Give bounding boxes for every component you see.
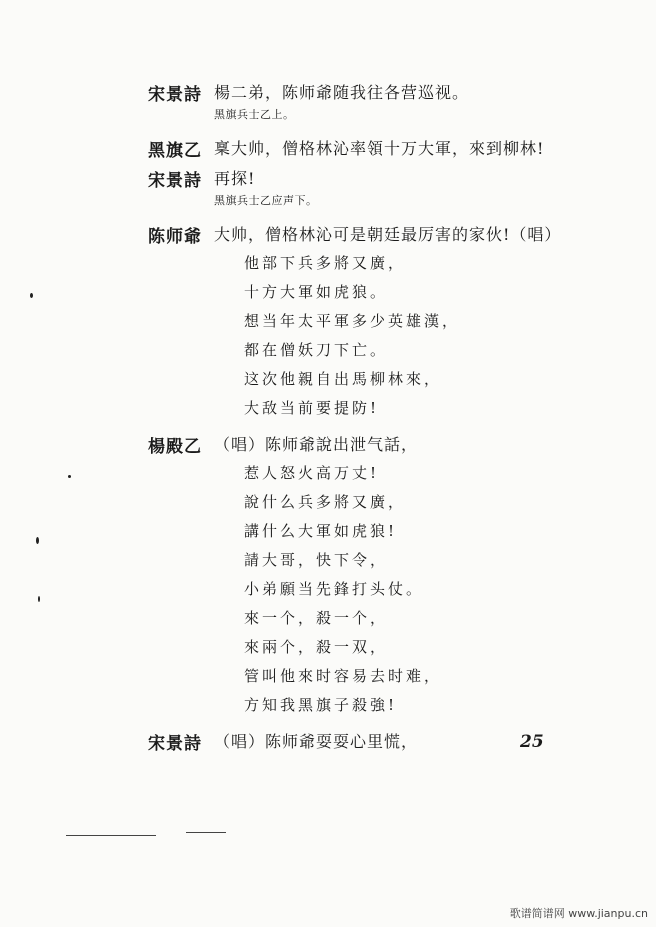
song-line: 來兩个，殺一双， bbox=[244, 638, 389, 656]
scan-mark bbox=[66, 835, 156, 836]
dialogue-text: 稟大帅，僧格林沁率領十万大軍，來到柳林! bbox=[214, 139, 545, 158]
watermark: 歌谱简谱网 www.jianpu.cn bbox=[509, 907, 648, 920]
song-line: 講什么大軍如虎狼! bbox=[244, 522, 398, 540]
song-line: 請大哥，快下令， bbox=[244, 551, 389, 569]
song-line: 惹人怒火高万丈! bbox=[244, 464, 380, 482]
song-line: 大敌当前要提防! bbox=[244, 399, 380, 417]
song-line: 这次他親自出馬柳林來， bbox=[244, 370, 443, 388]
song-line: 都在僧妖刀下亡。 bbox=[244, 341, 389, 359]
song-line: 說什么兵多將又廣， bbox=[244, 493, 407, 511]
scan-speck bbox=[38, 596, 40, 602]
dialogue-text: 再探! bbox=[214, 169, 256, 188]
stage-direction: 黑旗兵士乙上。 bbox=[214, 108, 295, 121]
dialogue-text: 楊二弟，陈师爺随我往各营巡视。 bbox=[214, 83, 470, 102]
song-line: 來一个，殺一个， bbox=[244, 609, 389, 627]
song-line: 方知我黑旗子殺強! bbox=[244, 696, 398, 714]
speaker-name: 宋景詩 bbox=[148, 734, 202, 754]
song-line: 小弟願当先鋒打头仗。 bbox=[244, 580, 425, 598]
speaker-name: 陈师爺 bbox=[148, 227, 202, 247]
song-line: 管叫他來时容易去时难， bbox=[244, 667, 443, 685]
dialogue-text: （唱）陈师爺耍耍心里慌， bbox=[214, 732, 419, 751]
scan-speck bbox=[36, 537, 39, 544]
dialogue-text: 大帅，僧格林沁可是朝廷最厉害的家伙!（唱） bbox=[214, 225, 562, 244]
scan-speck bbox=[30, 293, 33, 298]
song-line: 十方大軍如虎狼。 bbox=[244, 283, 389, 301]
scan-mark bbox=[186, 832, 226, 833]
dialogue-text: （唱）陈师爺說出泄气話， bbox=[214, 435, 419, 454]
speaker-name: 宋景詩 bbox=[148, 85, 202, 105]
speaker-name: 楊殿乙 bbox=[148, 437, 202, 457]
speaker-name: 宋景詩 bbox=[148, 171, 202, 191]
speaker-name: 黑旗乙 bbox=[148, 141, 202, 161]
scan-speck bbox=[68, 475, 71, 478]
song-line: 他部下兵多將又廣， bbox=[244, 254, 407, 272]
page-number: 25 bbox=[520, 732, 544, 752]
song-line: 想当年太平軍多少英雄漢， bbox=[244, 312, 461, 330]
stage-direction: 黑旗兵士乙应声下。 bbox=[214, 194, 318, 207]
